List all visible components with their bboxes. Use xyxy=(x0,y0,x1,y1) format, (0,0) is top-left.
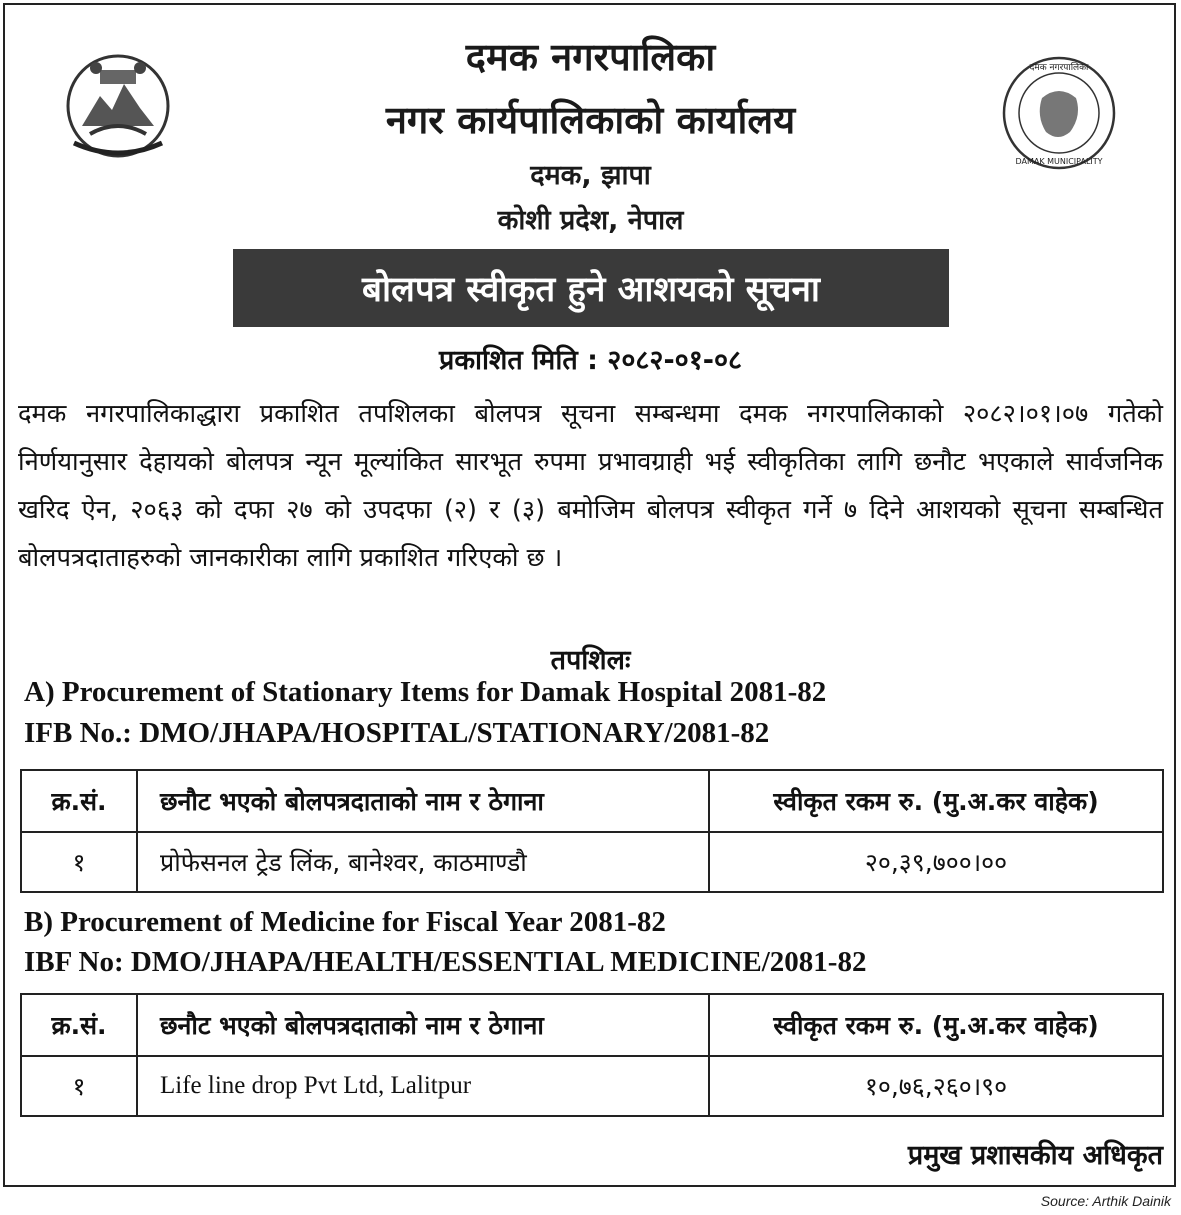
header-municipality: दमक नगरपालिका xyxy=(465,35,716,79)
cell-amount: १०,७६,२६०।९० xyxy=(709,1056,1163,1116)
published-date: प्रकाशित मिति : २०८२-०१-०८ xyxy=(438,345,743,376)
section-a-table xyxy=(20,769,1164,893)
seal-text-bottom: DAMAK MUNICIPALITY xyxy=(1015,157,1103,166)
header-office: नगर कार्यपालिकाको कार्यालय xyxy=(385,98,796,142)
body-line: दमक नगरपालिकाद्धारा प्रकाशित तपशिलका बोलपत्र सूचना सम्बन्धमा दमक नगरपालिकाको xyxy=(18,399,963,429)
seal-text-top: दमक नगरपालिका xyxy=(1029,63,1089,73)
signoff-title: प्रमुख प्रशासकीय अधिकृत xyxy=(907,1140,1163,1171)
cell-bidder-name: प्रोफेसनल ट्रेड लिंक, बानेश्वर, काठमाण्डौ xyxy=(137,832,709,892)
source-credit: Source: Arthik Dainik xyxy=(1040,1193,1171,1209)
cell-sn: १ xyxy=(21,832,137,892)
body-line: जानकारीका लागि प्रकाशित गरिएको छ । xyxy=(189,543,563,573)
col-header-name: छनौट भएको बोलपत्रदाताको नाम र ठेगाना xyxy=(137,994,709,1056)
col-header-sn: क्र.सं. xyxy=(21,770,137,832)
section-a-title: A) Procurement of Stationary Items for Damak Hospital 2081-82 xyxy=(24,676,827,708)
table-header-row xyxy=(21,770,1163,832)
col-header-amount: स्वीकृत रकम रु. (मु.अ.कर वाहेक) xyxy=(709,770,1163,832)
header-location: दमक, झापा xyxy=(530,160,651,191)
table-row xyxy=(21,1056,1163,1116)
table-row xyxy=(21,832,1163,892)
col-header-amount: स्वीकृत रकम रु. (मु.अ.कर वाहेक) xyxy=(709,994,1163,1056)
notice-title: बोलपत्र स्वीकृत हुने आशयको सूचना xyxy=(362,269,820,310)
section-b-table xyxy=(20,993,1164,1117)
cell-amount: २०,३९,७००।०० xyxy=(709,832,1163,892)
col-header-name: छनौट भएको बोलपत्रदाताको नाम र ठेगाना xyxy=(137,770,709,832)
cell-sn: १ xyxy=(21,1056,137,1116)
col-header-sn: क्र.सं. xyxy=(21,994,137,1056)
cell-bidder-name: Life line drop Pvt Ltd, Lalitpur xyxy=(137,1056,709,1116)
body-line: २०८२।०१।०७ गतेको निर्णयानुसार देहायको बोलपत्र न्यून मूल्यांकित सारभूत रुपमा प्रभावग्राही xyxy=(18,399,1163,477)
table-header-row xyxy=(21,994,1163,1056)
body-line: (२) र (३) बमोजिम बोलपत्र स्वीकृत गर्ने ७ दिने आशयको सूचना सम्बन्धित बोलपत्रदाताहरुको xyxy=(18,495,1163,573)
section-a-ref: IFB No.: DMO/JHAPA/HOSPITAL/STATIONARY/2081-82 xyxy=(24,717,770,749)
notice-title-bar xyxy=(233,249,949,327)
body-line: भई स्वीकृतिका लागि छनौट भएकाले सार्वजनिक खरिद ऐन, २०६३ को दफा २७ को उपदफा xyxy=(18,447,1163,525)
tapsil-heading: तपशिलः xyxy=(550,645,631,676)
notice-body xyxy=(18,390,1163,582)
section-b-ref: IBF No: DMO/JHAPA/HEALTH/ESSENTIAL MEDICINE/2081-82 xyxy=(24,946,867,978)
header-province: कोशी प्रदेश, नेपाल xyxy=(497,205,684,236)
section-b-title: B) Procurement of Medicine for Fiscal Year 2081-82 xyxy=(24,906,666,938)
